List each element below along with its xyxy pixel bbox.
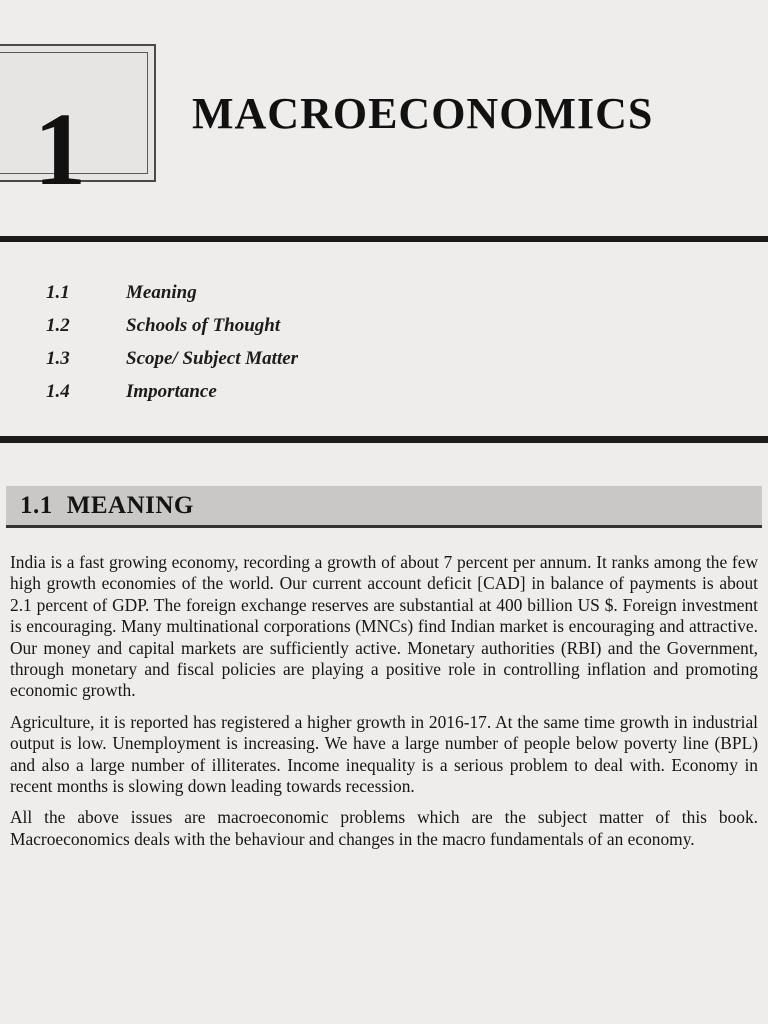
section-heading-bar (6, 486, 762, 528)
paragraph: All the above issues are macroeconomic problems which are the subject matter of this book. Macroeconomics deals with the behaviour and changes in the macro fundamentals of an economy. (10, 807, 758, 849)
toc-item-number: 1.1 (46, 281, 70, 303)
toc-item-number: 1.3 (46, 347, 70, 369)
toc-item-number: 1.2 (46, 314, 70, 336)
toc-item (46, 375, 298, 408)
paragraph: India is a fast growing economy, recording a growth of about 7 percent per annum. It ranks among the few high growth economies of the world. Our current account deficit [CAD] in balance of payments is about 2.1 percent of GDP. The foreign exchange reserves are substantial at 400 billion US $. Foreign investment is encouraging. Many multinational corporations (MNCs) find Indian market is encouraging and attractive. Our money and capital markets are sufficiently active. Monetary authorities (RBI) and the Government, through monetary and fiscal policies are playing a positive role in controlling inflation and promoting economic growth. (10, 552, 758, 701)
paragraph: Agriculture, it is reported has registered a higher growth in 2016-17. At the same time growth in industrial output is low. Unemployment is increasing. We have a large number of people below poverty line (BPL) and also a large number of illiterates. Income inequality is a serious problem to deal with. Economy in recent months is slowing down leading towards recession. (10, 711, 758, 797)
toc-item-title: Schools of Thought (126, 314, 281, 336)
toc-item-title: Meaning (126, 281, 197, 303)
toc-item (46, 309, 298, 342)
table-of-contents (46, 276, 298, 408)
chapter-number-box (0, 44, 156, 207)
chapter-number: 1 (34, 92, 86, 207)
toc-item (46, 276, 298, 309)
bottom-divider (0, 436, 768, 443)
toc-item-title: Scope/ Subject Matter (126, 347, 299, 369)
section-heading (20, 492, 194, 520)
toc-item-title: Importance (126, 380, 217, 402)
body-text (10, 552, 758, 860)
toc-item (46, 342, 298, 375)
section-number: 1.1 (20, 492, 53, 519)
chapter-title: MACROECONOMICS (192, 89, 654, 138)
section-title: MEANING (66, 492, 194, 519)
toc-item-number: 1.4 (46, 380, 70, 402)
top-divider (0, 236, 768, 242)
